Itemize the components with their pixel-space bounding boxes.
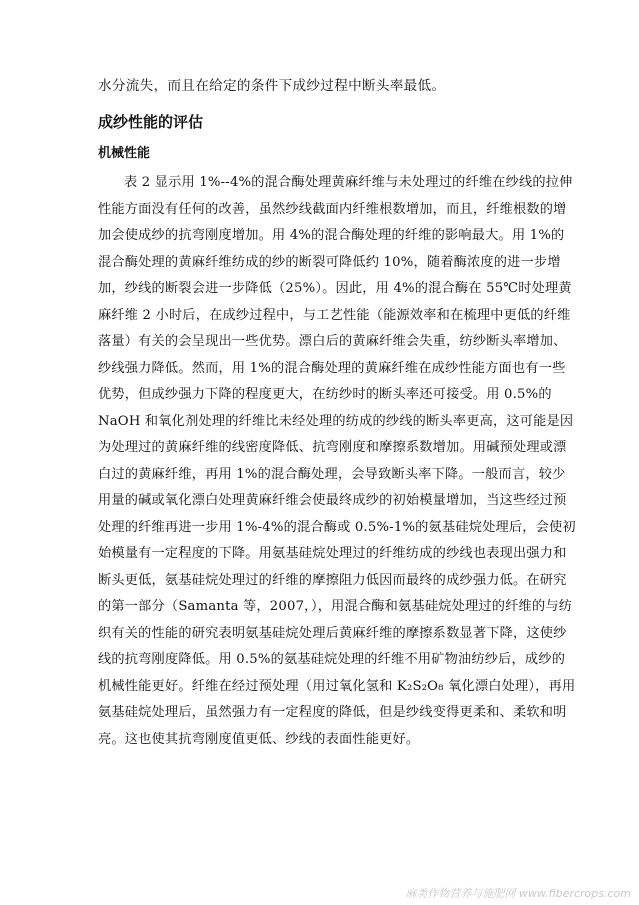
section-heading: 成纱性能的评估 [98,113,204,131]
paragraph-line: 落量）有关的会呈现出一些优势。漂白后的黄麻纤维会失重，纺纱断头率增加、 [98,334,567,349]
paragraph-line: 为处理过的黄麻纤维的线密度降低、抗弯刚度和摩擦系数增加。用碱预处理或漂 [98,440,567,455]
paragraph-line: 线的抗弯刚度降低。用 0.5%的氨基硅烷处理的纤维不用矿物油纺纱后，成纱的 [98,652,566,667]
paragraph-line: 麻纤维 2 小时后，在成纱过程中，与工艺性能（能源效率和在梳理中更低的纤维 [98,307,571,323]
paragraph-line: 加会使成纱的抗弯刚度增加。用 4%的混合酶处理的纤维的影响最大。用 1%的 [98,228,565,243]
paragraph-line: 始模量有一定程度的下降。用氨基硅烷处理过的纤维纺成的纱线也表现出强力和 [98,546,567,561]
paragraph-line: 优势，但成纱强力下降的程度更大，在纺纱时的断头率还可接受。用 0.5%的 [98,387,552,402]
paragraph-line: 断头更低，氨基硅烷处理过的纤维的摩擦阻力低因而最终的成纱强力低。在研究 [98,572,567,588]
paragraph-line: 的第一部分（Samanta 等，2007，），用混合酶和氨基硅烷处理过的纤维的与纺 [98,599,573,614]
paragraph-line: 纱线强力降低。然而，用 1%的混合酶处理的黄麻纤维在成纱性能方面也有一些 [98,360,566,376]
watermark: 麻类作物营养与施肥网 www.fibercrops.com [405,887,631,900]
paragraph-line: 用量的碱或氧化漂白处理黄麻纤维会使最终成纱的初始模量增加，当这些经过预 [98,493,567,508]
paragraph-line: 表 2 显示用 1%--4%的混合酶处理黄麻纤维与未处理过的纤维在纱线的拉伸 [124,175,573,190]
paragraph-line: 混合酶处理的黄麻纤维纺成的纱的断裂可降低约 10%，随着酶浓度的进一步增 [98,254,561,270]
lead-sentence: 水分流失，而且在给定的条件下成纱过程中断头率最低。 [98,78,446,94]
document-body [98,72,576,753]
paragraph-line: 织有关的性能的研究表明氨基硅烷处理后黄麻纤维的摩擦系数显著下降，这使纱 [98,625,567,641]
paragraph-line: 亮。这也使其抗弯刚度值更低、纱线的表面性能更好。 [98,731,420,747]
paragraph-line: NaOH 和氧化剂处理的纤维比未经处理的纺成的纱线的断头率更高，这可能是因 [98,413,574,429]
body-paragraph [98,170,576,753]
paragraph-line: 处理的纤维再进一步用 1%-4%的混合酶或 0.5%-1%的氨基硅烷处理后，会使初 [98,519,576,535]
paragraph-line: 白过的黄麻纤维，再用 1%的混合酶处理，会导致断头率下降。一般而言，较少 [98,466,566,482]
paragraph-line: 氨基硅烷处理后，虽然强力有一定程度的降低，但是纱线变得更柔和、柔软和明 [98,705,567,720]
paragraph-line: 机械性能更好。纤维在经过预处理（用过氧化氢和 K₂S₂O₈ 氧化漂白处理），再用 [98,678,576,694]
paragraph-line: 加，纱线的断裂会进一步降低（25%）。因此，用 4%的混合酶在 55℃时处理黄 [98,281,572,296]
subsection-heading: 机械性能 [98,146,151,161]
paragraph-line: 性能方面没有任何的改善，虽然纱线截面内纤维根数增加，而且，纤维根数的增 [98,201,567,217]
